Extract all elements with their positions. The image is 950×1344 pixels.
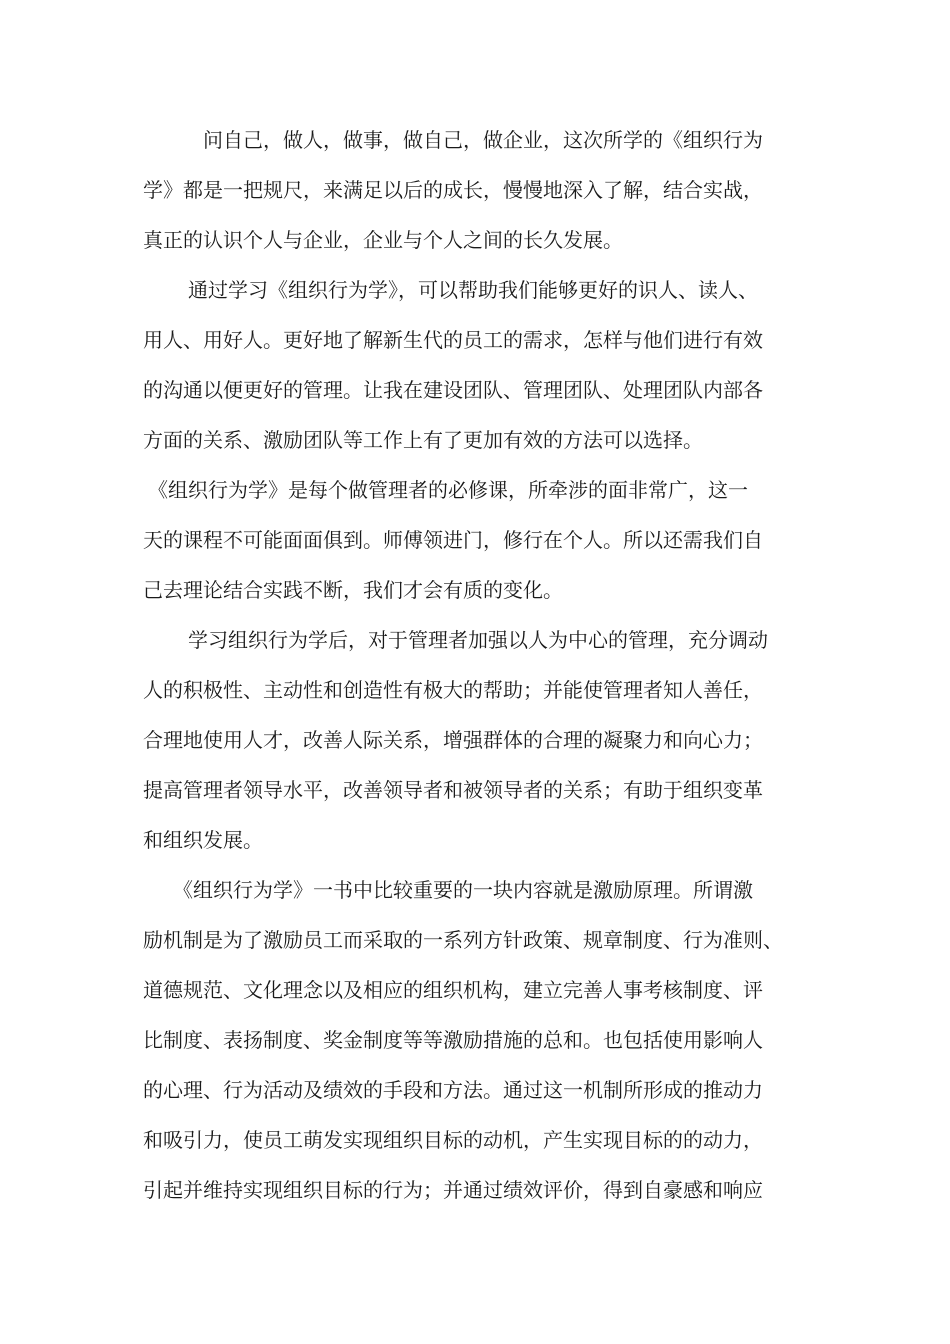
paragraph-2-line-2: 用人、用好人。更好地了解新生代的员工的需求，怎样与他们进行有效	[143, 328, 763, 352]
paragraph-3-line-1: 《组织行为学》是每个做管理者的必修课，所牵涉的面非常广，这一	[148, 478, 748, 502]
paragraph-4-line-4: 提高管理者领导水平，改善领导者和被领导者的关系；有助于组织变革	[143, 778, 763, 802]
paragraph-4-line-1: 学习组织行为学后，对于管理者加强以人为中心的管理，充分调动	[188, 628, 768, 652]
paragraph-4-line-3: 合理地使用人才，改善人际关系，增强群体的合理的凝聚力和向心力；	[143, 728, 763, 752]
paragraph-4-line-5: 和组织发展。	[143, 828, 263, 852]
paragraph-1-line-2: 学》都是一把规尺，来满足以后的成长，慢慢地深入了解，结合实战，	[143, 178, 763, 202]
paragraph-2-line-1: 通过学习《组织行为学》，可以帮助我们能够更好的识人、读人、	[188, 278, 758, 302]
paragraph-5-line-4: 比制度、表扬制度、奖金制度等等激励措施的总和。也包括使用影响人	[143, 1028, 763, 1052]
paragraph-1-line-3: 真正的认识个人与企业，企业与个人之间的长久发展。	[143, 228, 623, 252]
paragraph-5-line-1: 《组织行为学》一书中比较重要的一块内容就是激励原理。所谓激	[173, 878, 753, 902]
paragraph-4-line-2: 人的积极性、主动性和创造性有极大的帮助；并能使管理者知人善任，	[143, 678, 763, 702]
paragraph-5-line-3: 道德规范、文化理念以及相应的组织机构，建立完善人事考核制度、评	[143, 978, 763, 1002]
paragraph-5-line-5: 的心理、行为活动及绩效的手段和方法。通过这一机制所形成的推动力	[143, 1078, 763, 1102]
paragraph-3-line-3: 己去理论结合实践不断，我们才会有质的变化。	[143, 578, 563, 602]
paragraph-5-line-6: 和吸引力，使员工萌发实现组织目标的动机，产生实现目标的的动力，	[143, 1128, 763, 1152]
paragraph-5-line-7: 引起并维持实现组织目标的行为；并通过绩效评价，得到自豪感和响应	[143, 1178, 763, 1202]
paragraph-1-line-1: 问自己，做人，做事，做自己，做企业，这次所学的《组织行为	[203, 128, 763, 152]
paragraph-3-line-2: 天的课程不可能面面俱到。师傅领进门，修行在个人。所以还需我们自	[143, 528, 763, 552]
paragraph-2-line-4: 方面的关系、激励团队等工作上有了更加有效的方法可以选择。	[143, 428, 703, 452]
paragraph-2-line-3: 的沟通以便更好的管理。让我在建设团队、管理团队、处理团队内部各	[143, 378, 763, 402]
paragraph-5-line-2: 励机制是为了激励员工而采取的一系列方针政策、规章制度、行为准则、	[143, 928, 783, 952]
